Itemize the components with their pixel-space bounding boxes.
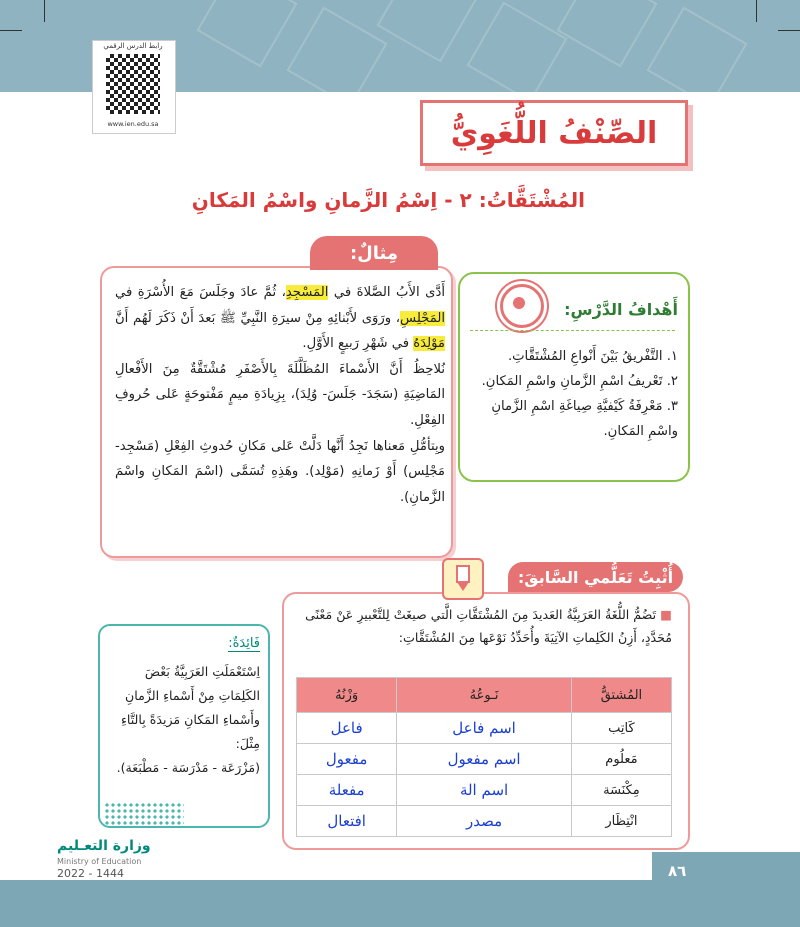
answer-cell[interactable]: افتعال <box>297 806 397 837</box>
prior-learning-instruction: ■ تَضُمُّ اللُّغَةُ العَرَبِيَّةُ العَديدَ مِنَ المُشْتَقَّاتِ الَّتي صيغَتْ لِلتَّعْبيرِ عَنْ مَعْنًى مُحَدَّدٍ، أَزِنُ الكَلِماتِ الآتِيَةَ وأُحَدِّدُ نَوْعَها مِنَ المُشْتَقَّاتِ: <box>305 607 672 645</box>
table-header: نَـوعُهُ <box>397 678 572 713</box>
objectives-title: أَهْدافُ الدَّرْسِ: <box>564 300 678 319</box>
answer-cell[interactable]: مفعول <box>297 744 397 775</box>
lesson-title-box <box>420 100 688 166</box>
example-text <box>115 280 445 510</box>
table-cell: مَعلُوم <box>571 744 671 775</box>
example-paragraph-3: وبِتأمُّلِ مَعناها نَجِدُ أَنَّها دَلَّتْ عَلى مَكانِ حُدوثِ الفِعْلِ (مَسْجِد-مَجْلِس) أَوْ زَمانِهِ (مَوْلِد). وهَذِهِ تُسَمَّى (اسْمَ المَكانِ واسْمَ الزَّمانِ). <box>115 438 445 505</box>
table-row <box>297 744 672 775</box>
answer-cell[interactable]: مفعلة <box>297 775 397 806</box>
example-tab: مِثالٌ: <box>310 236 438 270</box>
qr-label: رابط الدرس الرقمي <box>103 42 163 50</box>
footer-band <box>0 880 800 927</box>
derivatives-table <box>296 677 672 837</box>
answer-cell[interactable]: فاعل <box>297 713 397 744</box>
table-header-row <box>297 678 672 713</box>
note-examples: (مَزْرَعَة - مَدْرَسَة - مَطْبَعَة). <box>116 760 260 775</box>
table-row <box>297 806 672 837</box>
answer-cell[interactable]: اسم مفعول <box>397 744 572 775</box>
qr-code[interactable] <box>106 54 160 114</box>
note-title: فَائِدَةٌ: <box>228 636 260 651</box>
crop-mark <box>778 30 800 31</box>
highlight-word: مَوْلِدَهُ <box>413 336 445 352</box>
note-text: اِسْتَعْمَلَتِ العَرَبِيَّةُ بَعْضَ الكَلِمَاتِ مِنْ أَسْماءِ الزَّمانِ وأَسْماءِ المَكانِ مَزيدَةً بِالتَّاءِ مِثْلَ: (مَزْرَعَة - مَدْرَسَة - مَطْبَعَة). <box>102 660 260 780</box>
table-row <box>297 775 672 806</box>
highlight-word: المَسْجِدِ <box>285 285 329 300</box>
dot-pattern <box>104 802 184 826</box>
edition-year: 2022 - 1444 <box>57 867 124 880</box>
example-paragraph-1: أَدَّى الأَبُ الصَّلاةَ في المَسْجِدِ، ثُمَّ عادَ وجَلَسَ مَعَ الأُسْرَةِ في المَجْلِسِ، ورَوَى لأَبْنائِهِ مِنْ سيرَةِ النَّبِيِّ ﷺ بَعدَ أَنْ ذَكَرَ لَهُم أَنَّ مَوْلِدَهُ في شَهْرِ رَبيعٍ الأَوَّلِ. <box>115 285 445 352</box>
objective-item: ٣. مَعْرِفَةُ كَيْفيَّةِ صِياغَةِ اسْمِ الزَّمانِ واسْمِ المَكانِ. <box>491 399 678 439</box>
crop-mark <box>44 0 45 22</box>
answer-cell[interactable]: اسم فاعل <box>397 713 572 744</box>
objectives-list <box>463 344 678 444</box>
table-row <box>297 713 672 744</box>
crop-mark <box>0 30 22 31</box>
qr-url[interactable]: www.ien.edu.sa <box>107 120 159 128</box>
answer-cell[interactable]: مصدر <box>397 806 572 837</box>
ministry-logo-en: Ministry of Education <box>57 857 142 866</box>
pencil-icon <box>442 558 484 600</box>
table-cell: مِكْنَسَة <box>571 775 671 806</box>
bullet-icon: ■ <box>656 607 672 622</box>
page-number: ٨٦ <box>668 862 687 880</box>
answer-cell[interactable]: اسم الة <box>397 775 572 806</box>
highlight-word: المَجْلِسِ <box>400 310 445 326</box>
table-cell: انْتِظَار <box>571 806 671 837</box>
example-paragraph-2: نُلاحِظُ أَنَّ الأَسْماءَ المُظَلَّلَةَ بِالأَصْفَرِ مُشْتَقَّةٌ مِنَ الأَفْعالِ المَاضِيَةِ (سَجَدَ- جَلَسَ- وُلِدَ)، بِزِيادَةِ ميمٍ مَفْتوحَةٍ عَلى حُروفِ الفِعْلِ. <box>115 361 445 428</box>
ministry-logo-ar: وزارة التعـليم <box>57 838 151 854</box>
crop-mark <box>756 0 757 22</box>
prior-learning-tab: أُثْبِتُ تَعَلُّمي السَّابقَ: <box>508 562 683 592</box>
divider <box>470 330 675 332</box>
table-header: المُشتقُّ <box>571 678 671 713</box>
objective-item: ٢. تَعْريفُ اسْمِ الزَّمانِ واسْمِ المَكانِ. <box>481 374 678 389</box>
target-center-icon <box>513 297 525 309</box>
objective-item: ١. التَّفْريقُ بَيْنَ أَنْواعِ المُشْتَقَّاتِ. <box>507 349 678 364</box>
table-cell: كَاتِب <box>571 713 671 744</box>
table-header: وَزْنُهُ <box>297 678 397 713</box>
lesson-subtitle: المُشْتَقَّاتُ: ٢ - اِسْمُ الزَّمانِ واسْمُ المَكانِ <box>191 188 585 212</box>
lesson-title: الصِّنْفُ اللُّغَوِيُّ <box>450 115 658 151</box>
